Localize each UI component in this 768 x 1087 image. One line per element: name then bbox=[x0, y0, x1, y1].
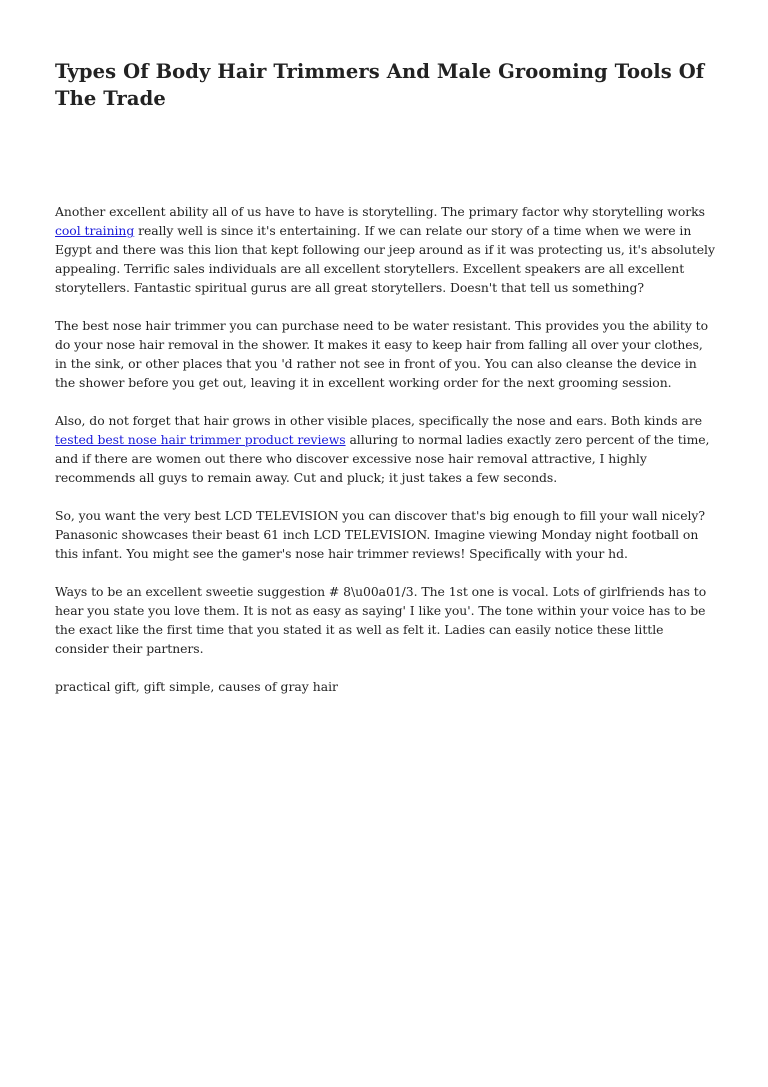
paragraph-text: really well is since it's entertaining. If we can relate our story of a time when we were in Egypt and there was this lion that kept following our jeep around as if it was protecting us, it's absolutely appealing. Terrific sales individuals are all excellent storytellers. Excellent speakers are all excellent storytellers. Fantastic spiritual gurus are all great storytellers. Doesn't that tell us something? bbox=[55, 223, 715, 295]
tags-line: practical gift, gift simple, causes of gray hair bbox=[55, 679, 338, 694]
paragraph-storytelling bbox=[55, 202, 717, 297]
cool-training-link[interactable]: cool training bbox=[55, 223, 135, 238]
product-reviews-link[interactable]: tested best nose hair trimmer product reviews bbox=[55, 432, 346, 447]
paragraph-lcd-television: So, you want the very best LCD TELEVISION you can discover that's big enough to fill your wall nicely? Panasonic showcases their beast 61 inch LCD TELEVISION. Imagine viewing Monday night football on this infant. You might see the gamer's nose hair trimmer reviews! Specifically with your hd. bbox=[55, 508, 705, 561]
document-title: Types Of Body Hair Trimmers And Male Grooming Tools Of The Trade bbox=[55, 60, 705, 110]
paragraph-water-resistant: The best nose hair trimmer you can purchase need to be water resistant. This provides you the ability to do your nose hair removal in the shower. It makes it easy to keep hair from falling all over your clothes, in the sink, or other places that you 'd rather not see in front of you. You can also cleanse the device in the shower before you get out, leaving it in excellent working order for the next grooming session. bbox=[55, 318, 708, 390]
paragraph-sweetie-suggestion: Ways to be an excellent sweetie suggestion # 8\u00a01/3. The 1st one is vocal. Lots of girlfriends has to hear you state you love them. It is not as easy as saying' I like you'. The tone within your voice has to be the exact like the first time that you stated it as well as felt it. Ladies can easily notice these little consider their partners. bbox=[55, 584, 707, 656]
paragraph-text: Also, do not forget that hair grows in other visible places, specifically the nose and ears. Both kinds are bbox=[55, 413, 702, 428]
paragraph-visible-places bbox=[55, 411, 717, 487]
paragraph-text: Another excellent ability all of us have to have is storytelling. The primary factor why storytelling works bbox=[55, 204, 705, 219]
paragraph-text: alluring to normal ladies exactly zero percent of the time, and if there are women out there who discover excessive nose hair removal attractive, I highly recommends all guys to remain away. Cut and pluck; it just takes a few seconds. bbox=[55, 432, 710, 485]
